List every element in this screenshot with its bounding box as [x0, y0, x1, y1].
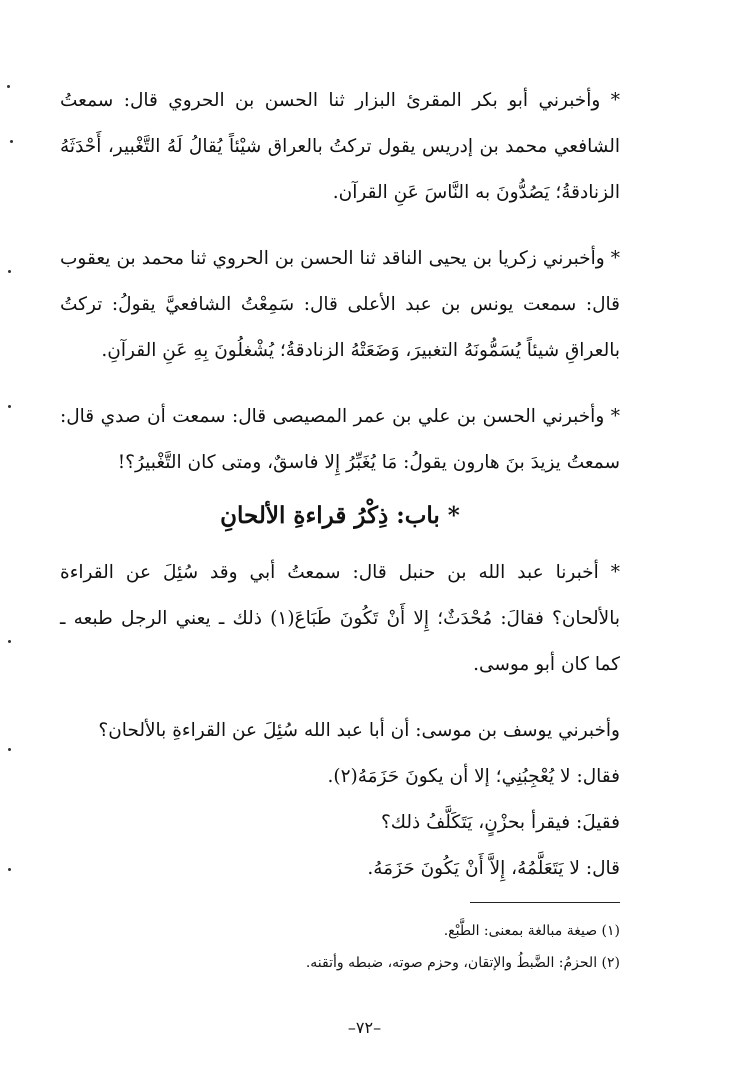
margin-mark: [10, 140, 13, 143]
footnote-rule: [470, 902, 620, 903]
paragraph-1: * وأخبرني أبو بكر المقرئ البزار ثنا الحسن بن الحروي قال: سمعتُ الشافعي محمد بن إدريس يقول تركتُ بالعراق شيْئاً يُقالُ لَهُ التَّغْبير، أَحْدَثَهُ الزنادقةُ؛ يَصُدُّونَ به النَّاسَ عَنِ القرآن.: [60, 90, 620, 203]
margin-mark: [8, 868, 11, 871]
page-body: [60, 78, 620, 892]
margin-mark: [7, 85, 10, 88]
dialogue-line-2: فقال: لا يُعْجِبُنِي؛ إلا أن يكونَ حَزَمَهُ(٢).: [327, 766, 620, 787]
margin-mark: [8, 270, 11, 273]
margin-mark: [8, 640, 11, 643]
section-heading: * باب: ذِكْرُ قراءةِ الألحانِ: [220, 502, 460, 529]
dialogue-line-1: وأخبرني يوسف بن موسى: أن أبا عبد الله سُئِلَ عن القراءةِ بالألحان؟: [98, 720, 620, 741]
paragraph-2: * وأخبرني زكريا بن يحيى الناقد ثنا الحسن بن الحروي ثنا محمد بن يعقوب قال: سمعت يونس بن عبد الأعلى قال: سَمِعْتُ الشافعيَّ يقولُ: تركتُ بالعراقِ شيئاً يُسَمُّونَهُ التغبيرَ، وَضَعَتْهُ الزنادقةُ؛ يُشْغلُونَ بِهِ عَنِ القرآنِ.: [60, 248, 620, 361]
footnote-2: (٢) الحزمُ: الضَّبطُ والإتقان، وحزم صوته، ضبطه وأتقنه.: [305, 955, 620, 971]
footnote-1: (١) صيغة مبالغة بمعنى: الطَّبْع.: [443, 923, 620, 939]
margin-mark: [8, 405, 11, 408]
footnotes: [60, 915, 620, 979]
page-number: –٧٢–: [347, 1018, 382, 1037]
paragraph-3: * وأخبرني الحسن بن علي بن عمر المصيصى قال: سمعت أن صدي قال: سمعتُ يزيدَ بنَ هارون يقولُ: مَا يُغَبِّرُ إِلا فاسقٌ، ومتى كان التَّغْبيرُ؟!: [60, 406, 620, 473]
paragraph-4: * أخبرنا عبد الله بن حنبل قال: سمعتُ أبي وقد سُئِلَ عن القراءة بالألحان؟ فقالَ: مُحْدَثٌ؛ إِلا أَنْ تَكُونَ طَبَاعَ(١) ذلك ـ يعني الرجل طبعه ـ كما كان أبو موسى.: [60, 562, 620, 675]
dialogue-line-4: قال: لا يَتَعَلَّمُهُ، إِلاَّ أَنْ يَكُونَ حَزَمَهُ.: [367, 858, 620, 879]
dialogue-line-3: فقيلَ: فيقرأ بحزْنٍ، يَتَكَلَّفُ ذلك؟: [380, 812, 620, 833]
margin-mark: [8, 748, 11, 751]
